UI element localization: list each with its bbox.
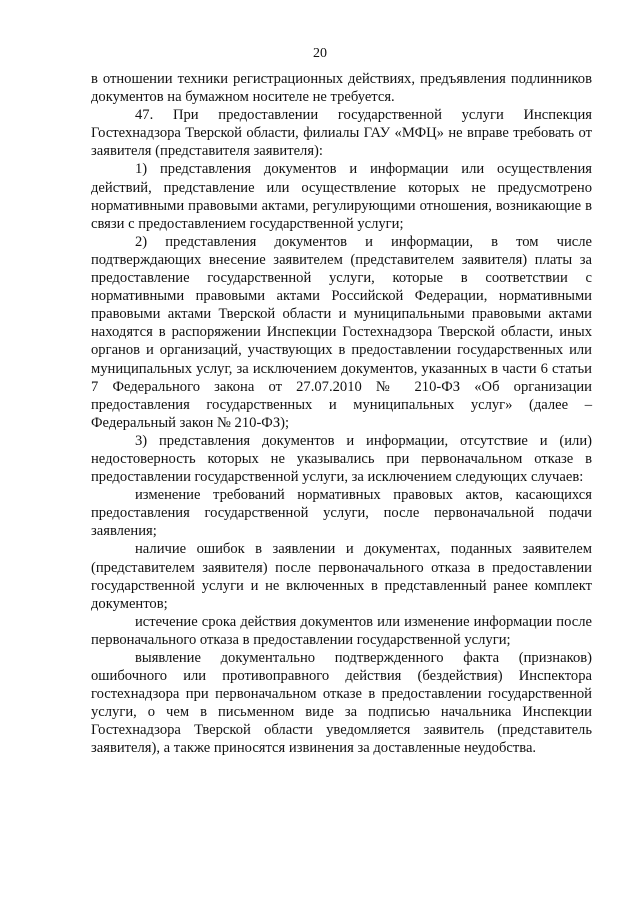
paragraph-item-3: 3) представления документов и информации, отсутствие и (или) недостоверность которых не указывались при первоначальном отказе в предоставлении государственной услуги, за исключением следующих случаев: (91, 432, 592, 486)
paragraph-case-errors: наличие ошибок в заявлении и документах, поданных заявителем (представителем заявителя) после первоначального отказа в предоставлении государственной услуги и не включенных в представленный ранее комплект документов; (91, 541, 592, 612)
paragraph-item-1: 1) представления документов и информации или осуществления действий, представление или осуществление которых не предусмотрено нормативными правовыми актами, регулирующими отношения, возникающие в связи с предоставлением государственной услуги; (91, 161, 592, 232)
page-number: 20 (313, 46, 327, 61)
paragraph-case-expiry: истечение срока действия документов или изменение информации после первоначального отказа в предоставлении государственной услуги; (91, 613, 592, 648)
paragraph-case-unlawful-action: выявление документально подтвержденного факта (признаков) ошибочного или противоправного действия (бездействия) Инспектора гостехнадзора при первоначальном отказе в предоставлении государственной услуги, о чем в письменном виде за подписью начальника Инспекции Гостехнадзора Тверской области уведомляется заявитель (представитель заявителя), а также приносятся извинения за доставленные неудобства. (91, 650, 592, 757)
paragraph-continuation: в отношении техники регистрационных действиях, предъявления подлинников документов на бумажном носителе не требуется. (91, 71, 592, 106)
paragraph-item-2: 2) представления документов и информации, в том числе подтверждающих внесение заявителем (представителем заявителя) платы за предоставление государственной услуги, которые в соответствии с нормативными правовыми актами Российской Федерации, нормативными правовыми актами Тверской области и муниципальными правовыми актами находятся в распоряжении Инспекции Гостехнадзора Тверской области, иных органов и организаций, участвующих в предоставлении государственных или муниципальных услуг, за исключением документов, указанных в части 6 статьи 7 Федерального закона от 27.07.2010 № 210-ФЗ «Об организации предоставления государственных и муниципальных услуг» (далее – Федеральный закон № 210-ФЗ); (91, 233, 592, 431)
document-body (91, 70, 592, 758)
paragraph-clause-47: 47. При предоставлении государственной услуги Инспекция Гостехнадзора Тверской области, филиалы ГАУ «МФЦ» не вправе требовать от заявителя (представителя заявителя): (91, 107, 592, 160)
paragraph-case-requirements-change: изменение требований нормативных правовых актов, касающихся предоставления государственной услуги, после первоначальной подачи заявления; (91, 487, 592, 540)
